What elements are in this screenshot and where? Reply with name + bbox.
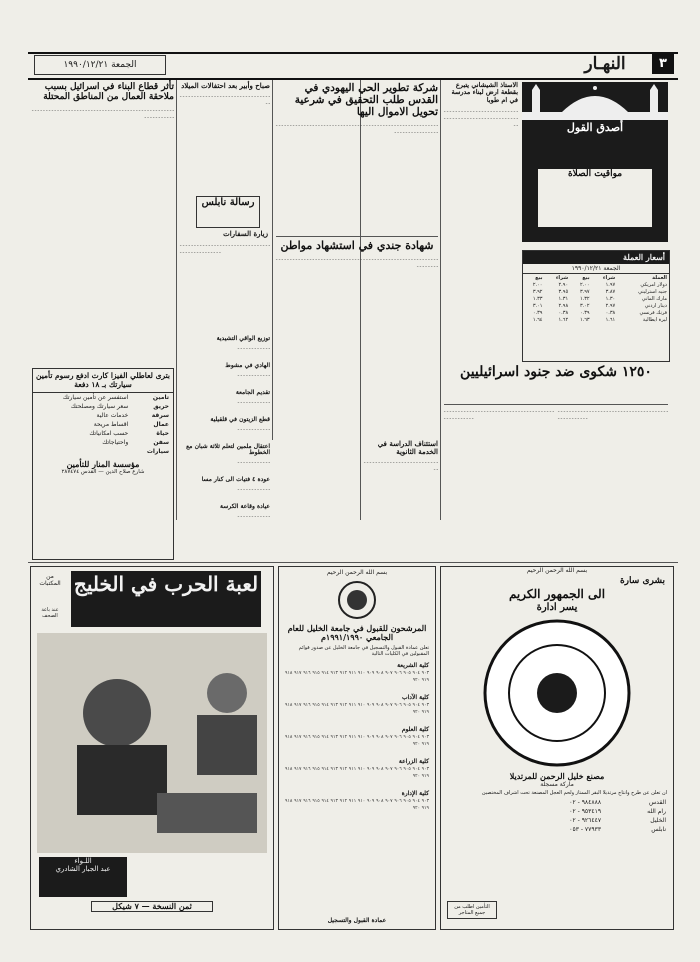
book-ad: [30, 566, 274, 930]
currency-name: مارك الماني: [641, 295, 667, 302]
branch-row: [497, 807, 667, 816]
exchange-value: ١.٦٢: [558, 316, 569, 323]
exchange-header: بيع: [535, 274, 543, 281]
misc-headline: تقديم الجامعة: [235, 388, 270, 396]
letter-column-subtitle: زيارة السفارات: [223, 229, 268, 238]
misc-headline: اعتقال ملمين لتعلم ثلاثة شبان مع الخطوط: [186, 442, 270, 457]
letter-column-box: [196, 196, 260, 228]
caption-name: عبد الجبار الشادري: [55, 865, 111, 873]
exchange-value: ٠.٣٩: [532, 309, 543, 316]
school-story-headline: الاستاذ الشيشاني يتبرع بقطعة ارض لبناء مدرسة في ام طوبا: [451, 81, 518, 104]
insurance-headline: بترى لعاطلي الفيزا كارت ادفع رسوم تأمين سيارتك بـ ١٨ دفعة: [33, 369, 173, 393]
insurance-item: [33, 402, 173, 411]
study-story: استئناف الدراسة في الخدمة الثانوية ـ ـ ـ ـ ـ ـ ـ ـ ـ ـ ـ ـ ـ ـ ـ ـ ـ ـ ـ ـ ـ ـ ـ ـ ـ ـ ـ ـ: [364, 439, 438, 473]
university-intro: تعلن عمادة القبول والتسجيل في جامعة الخليل عن صدور قوائم المقبولين في الكليات التالية: [298, 645, 429, 658]
branch-city: القدس: [648, 798, 666, 806]
exchange-value: ٠.٣٩: [579, 309, 590, 316]
mosque-skyline-icon: [522, 82, 668, 120]
insurance-item-label: عمال: [153, 421, 169, 429]
branch-city: نابلس: [651, 825, 666, 833]
exchange-header: العملة: [652, 274, 667, 281]
small-story-headline: صباح وأبير بعد احتفالات الميلاد: [181, 81, 270, 90]
insurance-contact: شارع صلاح الدين — القدس ٢٨٧٤٧٤: [61, 469, 145, 476]
insurance-item: [33, 420, 173, 429]
martyr-headline: شهادة جندي في استشهاد مواطن: [280, 239, 434, 252]
branch-phone: ٩٥٣٤١٩ - ٠٢: [569, 807, 602, 815]
insurance-item-sub: واحتياجاتك: [102, 439, 129, 447]
insurance-item-sub: سعر سيارتك ومصلحتك: [70, 403, 129, 411]
exchange-value: ٢.٠٠: [532, 281, 543, 288]
book-side-note: عند باعة الصحف: [41, 607, 59, 619]
branch-city: رام الله: [647, 807, 666, 815]
exchange-value: ٢.٠٠: [579, 281, 590, 288]
exchange-value: ١.٣٢: [579, 295, 590, 302]
martyr-story: شهادة جندي في استشهاد مواطن ـ ـ ـ ـ ـ ـ ـ ـ ـ ـ ـ ـ ـ ـ ـ ـ ـ ـ ـ ـ ـ ـ ـ ـ ـ ـ ـ ـ ـ ـ ـ ـ ـ ـ ـ ـ ـ ـ ـ ـ ـ ـ ـ ـ ـ ـ ـ ـ ـ ـ ـ ـ ـ ـ ـ ـ ـ ـ ـ ـ ـ ـ ـ ـ ـ ـ: [276, 236, 438, 437]
ad-basmala: بسم الله الرحمن الرحيم: [526, 567, 588, 574]
university-announcement: بسم الله الرحمن الرحيم المرشحون للقبول في جامعة الخليل للعام الجامعي ١٩٩١/١٩٩٠م تعلن عمادة القبول والتسجيل في جامعة الخليل عن صدور قوائم المقبولين في الكليات التالية كلية الشريعة ٩٠٣ ٩٠٤ ٩٠٥ ٩٠٦ ٩٠٧ ٩٠٨ ٩٠٩ ٩١٠ ٩١١ ٩١٢ ٩١٣ ٩١٤ ٩١٥ ٩١٦ ٩١٧ ٩١٨ ٩١٩ ٩٢٠ كلية الآداب ٩٠٣ ٩٠٤ ٩٠٥ ٩٠٦ ٩٠٧ ٩٠٨ ٩٠٩ ٩١٠ ٩١١ ٩١٢ ٩١٣ ٩١٤ ٩١٥ ٩١٦ ٩١٧ ٩١٨ ٩١٩ ٩٢٠ كلية العلوم ٩٠٣ ٩٠٤ ٩٠٥ ٩٠٦ ٩٠٧ ٩٠٨ ٩٠٩ ٩١٠ ٩١١ ٩١٢ ٩١٣ ٩١٤ ٩١٥ ٩١٦ ٩١٧ ٩١٨ ٩١٩ ٩٢٠ كلية الزراعة ٩٠٣ ٩٠٤ ٩٠٥ ٩٠٦ ٩٠٧ ٩٠٨ ٩٠٩ ٩١٠ ٩١١ ٩١٢ ٩١٣ ٩١٤ ٩١٥ ٩١٦ ٩١٧ ٩١٨ ٩١٩ ٩٢٠ كلية الإدارة ٩٠٣ ٩٠٤ ٩٠٥ ٩٠٦ ٩٠٧ ٩٠٨ ٩٠٩ ٩١٠ ٩١١ ٩١٢ ٩١٣ ٩١٤ ٩١٥ ٩١٦ ٩١٧ ٩١٨ ٩١٩ ٩٢٠ عمادة القبول والتسجيل: [278, 566, 436, 930]
exchange-value: ٣.٠١: [532, 302, 543, 309]
insurance-item-label: سيارات: [146, 448, 169, 456]
exchange-value: ٣.٩٥: [558, 288, 569, 295]
insurance-item-sub: استفسر عن تأمين سيارتك: [62, 394, 129, 402]
exchange-header: شراء: [602, 274, 616, 281]
exchange-value: ١.٦٣: [579, 316, 590, 323]
insurance-item: [33, 438, 173, 447]
university-section: كلية الإدارة: [401, 789, 429, 797]
mortadella-ad: [440, 566, 674, 930]
complaints-story: [444, 364, 668, 405]
university-headline: المرشحون للقبول في جامعة الخليل للعام الجامعي ١٩٩١/١٩٩٠م: [287, 623, 427, 643]
insurance-item-sub: اقساط مريحة: [93, 421, 129, 429]
ad-company: مصنع خليل الرحمن للمرتديلا: [509, 770, 605, 781]
book-cover-photo: [37, 633, 267, 853]
misc-headline: عيادة وقاعة الكرسة: [220, 503, 270, 511]
univ-basmala: بسم الله الرحمن الرحيم: [326, 569, 388, 576]
ad-emblem-text: ماركة مسجلة: [540, 780, 574, 788]
insurance-item-sub: حسب امكانياتك: [89, 430, 129, 438]
construction-headline: تأثر قطاع البناء في اسرائيل بسبب ملاحقة العمال من المناطق المحتلة: [43, 82, 174, 103]
currency-name: ليرة ايطالية: [642, 316, 667, 323]
insurance-item-label: سفن: [153, 439, 169, 447]
insurance-item-sub: [33, 447, 132, 456]
exchange-title: أسعار العملة: [523, 251, 669, 264]
construction-story: تأثر قطاع البناء في اسرائيل بسبب ملاحقة العمال من المناطق المحتلة ـ ـ ـ ـ ـ ـ ـ ـ ـ ـ ـ ـ ـ ـ ـ ـ ـ ـ ـ ـ ـ ـ ـ ـ ـ ـ ـ ـ ـ ـ ـ ـ ـ ـ ـ ـ ـ ـ ـ ـ ـ ـ ـ ـ ـ ـ ـ ـ ـ ـ ـ ـ ـ ـ ـ ـ ـ ـ ـ ـ ـ ـ: [32, 82, 174, 120]
exchange-value: ٣.٨٧: [605, 288, 616, 295]
university-section: كلية الشريعة: [397, 662, 429, 670]
ad-body: ان تعلن عن طرح وانتاج مرتديلا البقر الممتاز ولحم العجل المصنعة تحت اشراف المختصين: [481, 789, 667, 796]
branch-row: [497, 798, 667, 807]
insurance-item: [33, 393, 173, 402]
top-story: شركة تطوير الحي اليهودي في القدس طلب التحقيق في شرعية تحويل الاموال اليها ـ ـ ـ ـ ـ ـ ـ ـ ـ ـ ـ ـ ـ ـ ـ ـ ـ ـ ـ ـ ـ ـ ـ ـ ـ ـ ـ ـ ـ ـ ـ ـ ـ ـ ـ ـ ـ ـ ـ ـ ـ ـ ـ ـ ـ ـ ـ ـ ـ ـ ـ ـ ـ ـ ـ ـ ـ ـ ـ ـ ـ ـ ـ ـ ـ ـ ـ ـ ـ ـ ـ ـ ـ ـ: [276, 82, 438, 136]
exchange-value: ١.٦١: [605, 316, 616, 323]
misc-headline: عودة ٤ فتيات الى كنار مسا: [201, 476, 270, 484]
exchange-row: [523, 288, 669, 295]
insurance-company: مؤسسة المنار للتأمين: [66, 459, 140, 470]
branches-table: [497, 798, 667, 834]
newspaper-page: الجمعة ١٩٩٠/١٢/٢١ النهـار ٣ أصدق القول مواقيت الصلاة الاستاذ الشيشاني يتبرع بقطعة ارض لبناء مدرسة في ام طوبا ـ ـ ـ ـ ـ ـ ـ ـ ـ ـ ـ ـ ـ ـ ـ ـ ـ ـ ـ ـ ـ ـ ـ ـ ـ ـ ـ ـ ـ ـ ـ ـ ـ ـ ـ ـ ـ ـ ـ ـ ـ ـ ـ ـ ـ ـ ـ ـ ـ ـ ـ ـ ـ ـ أسعار العملة الجمعة ١٩٩٠/١٢/٢١ العملة شراء بيع شراء بيع دولار امريكي ١.٩٧ ٢.٠٠ ٢.٩٠ ٢.٠٠ جنيه استرليني ٣.٨٧ ٣.٩٧ ٣.٩٥ ٣.٩٢ مارك الماني ١.٣٠ ١.٣٢ ١.٣١ ١.٣٣ دينار اردني ٢.٩٧ ٣.٠٢ ٢.٩٨ ٣.٠١ فرنك فرنسي ٠.٣٨ ٠.٣٩ ٠.٣٨ ٠.٣٩ ليرة ايطالية ١.٦١ ١.٦٣ ١.٦٢ ١.٦٤ ١٢٥٠ شكوى ضد جنود اسرائيليين ـ ـ ـ ـ ـ ـ ـ ـ ـ ـ ـ ـ ـ ـ ـ ـ ـ ـ ـ ـ ـ ـ ـ ـ ـ ـ ـ ـ ـ ـ ـ ـ ـ ـ ـ ـ ـ ـ ـ ـ ـ ـ ـ ـ ـ ـ ـ ـ ـ ـ ـ ـ ـ ـ ـ ـ ـ ـ ـ ـ ـ ـ ـ ـ ـ ـ ـ ـ ـ ـ ـ ـ ـ ـ ـ ـ ـ ـ ـ ـ ـ ـ ـ ـ ـ ـ ـ ـ ـ ـ ـ ـ ـ ـ ـ ـ ـ ـ ـ ـ شركة تطوير الحي اليهودي في القدس طلب التحقيق في شرعية تحويل الاموال اليها ـ ـ ـ ـ ـ ـ ـ ـ ـ ـ ـ ـ ـ ـ ـ ـ ـ ـ ـ ـ ـ ـ ـ ـ ـ ـ ـ ـ ـ ـ ـ ـ ـ ـ ـ ـ ـ ـ ـ ـ ـ ـ ـ ـ ـ ـ ـ ـ ـ ـ ـ ـ ـ ـ ـ ـ ـ ـ ـ ـ ـ ـ ـ ـ ـ ـ ـ ـ ـ ـ ـ ـ ـ ـ شهادة جندي في استشهاد مواطن ـ ـ ـ ـ ـ ـ ـ ـ ـ ـ ـ ـ ـ ـ ـ ـ ـ ـ ـ ـ ـ ـ ـ ـ ـ ـ ـ ـ ـ ـ ـ ـ ـ ـ ـ ـ ـ ـ ـ ـ ـ ـ ـ ـ ـ ـ ـ ـ ـ ـ ـ ـ ـ ـ ـ ـ ـ ـ ـ ـ ـ ـ ـ ـ ـ ـ استئناف الدراسة في الخدمة الثانوية ـ ـ ـ ـ ـ ـ ـ ـ ـ ـ ـ ـ ـ ـ ـ ـ ـ ـ ـ ـ ـ ـ ـ ـ ـ ـ ـ ـ تأثر قطاع البناء في اسرائيل بسبب ملاحقة العمال من المناطق المحتلة ـ ـ ـ ـ ـ ـ ـ ـ ـ ـ ـ ـ ـ ـ ـ ـ ـ ـ ـ ـ ـ ـ ـ ـ ـ ـ ـ ـ ـ ـ ـ ـ ـ ـ ـ ـ ـ ـ ـ ـ ـ ـ ـ ـ ـ ـ ـ ـ ـ ـ ـ ـ ـ ـ ـ ـ ـ ـ ـ ـ ـ ـ صباح وأبير بعد احتفالات الميلاد ـ ـ ـ ـ ـ ـ ـ ـ ـ ـ ـ ـ ـ ـ ـ ـ ـ ـ ـ ـ ـ ـ ـ ـ ـ ـ ـ ـ ـ ـ ـ ـ ـ ـ رسالة نابلس زيارة السفارات ـ ـ ـ ـ ـ ـ ـ ـ ـ ـ ـ ـ ـ ـ ـ ـ ـ ـ ـ ـ ـ ـ ـ ـ ـ ـ ـ ـ ـ ـ ـ ـ ـ ـ ـ ـ ـ ـ ـ ـ ـ ـ ـ ـ ـ ـ ـ توزيع الواقي التشيدية ـ ـ ـ ـ ـ ـ ـ ـ ـ ـ ـ ـ الهادي في مشوط ـ ـ ـ ـ ـ ـ ـ ـ ـ ـ ـ ـ تقديم الجامعة ـ ـ ـ ـ ـ ـ ـ ـ ـ ـ ـ ـ قطع الزيتون في قلقيلية ـ ـ ـ ـ ـ ـ ـ ـ ـ ـ ـ ـ اعتقال ملمين لتعلم ثلاثة شبان مع الخطوط ـ ـ ـ ـ ـ ـ ـ ـ ـ ـ ـ ـ عودة ٤ فتيات الى كنار مسا ـ ـ ـ ـ ـ ـ ـ ـ ـ ـ ـ ـ عيادة وقاعة الكرسة ـ ـ ـ ـ ـ ـ ـ ـ ـ ـ ـ ـ بترى لعاطلي الفيزا كارت ادفع رسوم تأمين سيارتك بـ ١٨ دفعة تامين استفسر عن تأمين سيارتك حريق سعر سيارتك ومصلحتك سرقة خدمات عالية عمال اقساط مريحة حياة حسب امكانياتك سفن واحتياجاتك سيارات مؤسسة المنار للتأمين شارع صلاح الدين — القدس ٢٨٧٤٧٤ لعبة الحرب في الخليج من المكتبات عند باعة الصحف اللـواء عبد الجبار الشادري ثمن النسخة — ٧ شيكل بسم الله الرحمن الرحيم المرشحون للقبول في جامعة الخليل للعام الجامعي ١٩٩١/١٩٩٠م تعلن عمادة القبول والتسجيل في جامعة الخليل عن صدور قوائم المقبولين في الكليات التالية كلية الشريعة ٩٠٣ ٩٠٤ ٩٠٥ ٩٠٦ ٩٠٧ ٩٠٨ ٩٠٩ ٩١٠ ٩١١ ٩١٢ ٩١٣ ٩١٤ ٩١٥ ٩١٦ ٩١٧ ٩١٨ ٩١٩ ٩٢٠ كلية الآداب ٩٠٣ ٩٠٤ ٩٠٥ ٩٠٦ ٩٠٧ ٩٠٨ ٩٠٩ ٩١٠ ٩١١ ٩١٢ ٩١٣ ٩١٤ ٩١٥ ٩١٦ ٩١٧ ٩١٨ ٩١٩ ٩٢٠ كلية العلوم ٩٠٣ ٩٠٤ ٩٠٥ ٩٠٦ ٩٠٧ ٩٠٨ ٩٠٩ ٩١٠ ٩١١ ٩١٢ ٩١٣ ٩١٤ ٩١٥ ٩١٦ ٩١٧ ٩١٨ ٩١٩ ٩٢٠ كلية الزراعة ٩٠٣ ٩٠٤ ٩٠٥ ٩٠٦ ٩٠٧ ٩٠٨ ٩٠٩ ٩١٠ ٩١١ ٩١٢ ٩١٣ ٩١٤ ٩١٥ ٩١٦ ٩١٧ ٩١٨ ٩١٩ ٩٢٠ كلية الإدارة ٩٠٣ ٩٠٤ ٩٠٥ ٩٠٦ ٩٠٧ ٩٠٨ ٩٠٩ ٩١٠ ٩١١ ٩١٢ ٩١٣ ٩١٤ ٩١٥ ٩١٦ ٩١٧ ٩١٨ ٩١٩ ٩٢٠ عمادة القبول والتسجيل بسم الله الرحمن الرحيم بشرى سارة الى الجمهور الكريم يسر ادارة مصنع خليل الرحمن للمرتديلا ماركة مسجلة ان تعلن عن طرح وانتاج مرتديلا البقر الممتاز ولحم العجل المصنعة تحت اشراف المختصين القدس ٩٨٤٨٨٨ - ٠٢ رام الله ٩٥٣٤١٩ - ٠٢ الخليل ٩٢٦٤٤٧ - ٠٢ نابلس ٧٧٩٣٣ - ٠٥٣ التأمين اطلب من جميع المتاجر: [0, 0, 700, 962]
university-section: كلية الآداب: [401, 694, 429, 702]
exchange-value: ١.٣١: [558, 295, 569, 302]
newspaper-logo: النهـار: [584, 54, 626, 74]
insurance-item: [33, 447, 173, 456]
exchange-header: شراء: [555, 274, 569, 281]
study-headline: استئناف الدراسة في الخدمة الثانوية: [377, 439, 438, 457]
exchange-value: ٢.٩٧: [605, 302, 616, 309]
prayer-title: أصدق القول: [566, 121, 624, 134]
branch-row: [497, 816, 667, 825]
insurance-ad: [32, 368, 174, 560]
exchange-row: [523, 302, 669, 309]
branch-row: [497, 825, 667, 834]
book-tag: من المكتبات: [39, 573, 61, 587]
exchange-value: ٣.٩٧: [579, 288, 590, 295]
insurance-item-label: حريق: [153, 403, 169, 411]
exchange-date: الجمعة ١٩٩٠/١٢/٢١: [523, 264, 669, 274]
exchange-value: ٣.٠٢: [579, 302, 590, 309]
exchange-value: ١.٣٣: [532, 295, 543, 302]
university-section: كلية الزراعة: [398, 758, 429, 766]
currency-name: جنيه استرليني: [638, 288, 667, 295]
exchange-value: ١.٣٠: [605, 295, 616, 302]
ad-top: بشرى سارة: [619, 576, 665, 586]
insurance-item-label: حياة: [156, 430, 169, 438]
school-story: الاستاذ الشيشاني يتبرع بقطعة ارض لبناء مدرسة في ام طوبا ـ ـ ـ ـ ـ ـ ـ ـ ـ ـ ـ ـ ـ ـ ـ ـ ـ ـ ـ ـ ـ ـ ـ ـ ـ ـ ـ ـ ـ ـ ـ ـ ـ ـ ـ ـ ـ ـ ـ ـ ـ ـ ـ ـ ـ ـ ـ ـ ـ ـ ـ ـ ـ ـ: [444, 81, 518, 129]
exchange-header: بيع: [582, 274, 590, 281]
exchange-value: ١.٦٤: [532, 316, 543, 323]
insurance-item-label: سرقة: [151, 412, 169, 420]
ad-side-note: التأمين اطلب من جميع المتاجر: [447, 901, 497, 919]
branch-city: الخليل: [650, 816, 666, 824]
insurance-list: [33, 393, 173, 456]
caption-title: اللـواء: [74, 857, 92, 865]
insurance-item-sub: خدمات عالية: [96, 412, 129, 420]
ad-line2: يسر ادارة: [536, 602, 578, 614]
insurance-item-label: تامين: [152, 394, 169, 402]
letter-column-title: رسالة نابلس: [201, 197, 255, 208]
exchange-value: ١.٩٧: [605, 281, 616, 288]
university-seal-icon: [337, 580, 377, 620]
insurance-item: [33, 411, 173, 420]
exchange-value: ٢.٩٨: [558, 302, 569, 309]
exchange-value: ٢.٩٠: [558, 281, 569, 288]
book-price: ثمن النسخة — ٧ شيكل: [91, 901, 213, 912]
small-story: صباح وأبير بعد احتفالات الميلاد ـ ـ ـ ـ ـ ـ ـ ـ ـ ـ ـ ـ ـ ـ ـ ـ ـ ـ ـ ـ ـ ـ ـ ـ ـ ـ ـ ـ ـ ـ ـ ـ ـ ـ: [180, 81, 270, 107]
exchange-row: [523, 316, 669, 323]
prayer-times-title: مواقيت الصلاة: [538, 169, 652, 179]
exchange-table: [523, 274, 669, 323]
currency-name: دولار امريكي: [640, 281, 667, 288]
misc-headline: توزيع الواقي التشيدية: [216, 335, 270, 342]
exchange-row: [523, 281, 669, 288]
misc-headline: الهادي في مشوط: [225, 361, 270, 369]
currency-name: دينار اردني: [644, 302, 667, 309]
university-section: كلية العلوم: [401, 726, 429, 734]
book-title: لعبة الحرب في الخليج: [71, 571, 261, 627]
branch-phone: ٩٨٤٨٨٨ - ٠٢: [569, 798, 602, 806]
branch-phone: ٧٧٩٣٣ - ٠٥٣: [569, 825, 602, 833]
prayer-box: [522, 82, 668, 242]
exchange-row: [523, 309, 669, 316]
exchange-rates-box: [522, 250, 670, 362]
misc-heads: توزيع الواقي التشيدية ـ ـ ـ ـ ـ ـ ـ ـ ـ ـ ـ ـ الهادي في مشوط ـ ـ ـ ـ ـ ـ ـ ـ ـ ـ ـ ـ تقديم الجامعة ـ ـ ـ ـ ـ ـ ـ ـ ـ ـ ـ ـ قطع الزيتون في قلقيلية ـ ـ ـ ـ ـ ـ ـ ـ ـ ـ ـ ـ اعتقال ملمين لتعلم ثلاثة شبان مع الخطوط ـ ـ ـ ـ ـ ـ ـ ـ ـ ـ ـ ـ عودة ٤ فتيات الى كنار مسا ـ ـ ـ ـ ـ ـ ـ ـ ـ ـ ـ ـ عيادة وقاعة الكرسة ـ ـ ـ ـ ـ ـ ـ ـ ـ ـ ـ ـ: [180, 330, 270, 510]
branch-phone: ٩٢٦٤٤٧ - ٠٢: [569, 816, 602, 824]
insurance-item: [33, 429, 173, 438]
page-number: ٣: [652, 54, 674, 74]
exchange-value: ٠.٣٨: [558, 309, 569, 316]
complaints-headline: ١٢٥٠ شكوى ضد جنود اسرائيليين: [460, 364, 652, 380]
currency-name: فرنك فرنسي: [639, 309, 667, 316]
exchange-row: [523, 295, 669, 302]
top-story-headline: شركة تطوير الحي اليهودي في القدس طلب التحقيق في شرعية تحويل الاموال اليها: [294, 82, 438, 119]
misc-headline: قطع الزيتون في قلقيلية: [210, 415, 270, 423]
exchange-value: ٠.٣٨: [605, 309, 616, 316]
university-footer: عمادة القبول والتسجيل: [327, 917, 387, 925]
ad-line1: الى الجمهور الكريم: [508, 587, 606, 602]
exchange-value: ٣.٩٢: [532, 288, 543, 295]
issue-date: الجمعة ١٩٩٠/١٢/٢١: [34, 55, 166, 75]
company-emblem-icon: [472, 618, 642, 768]
